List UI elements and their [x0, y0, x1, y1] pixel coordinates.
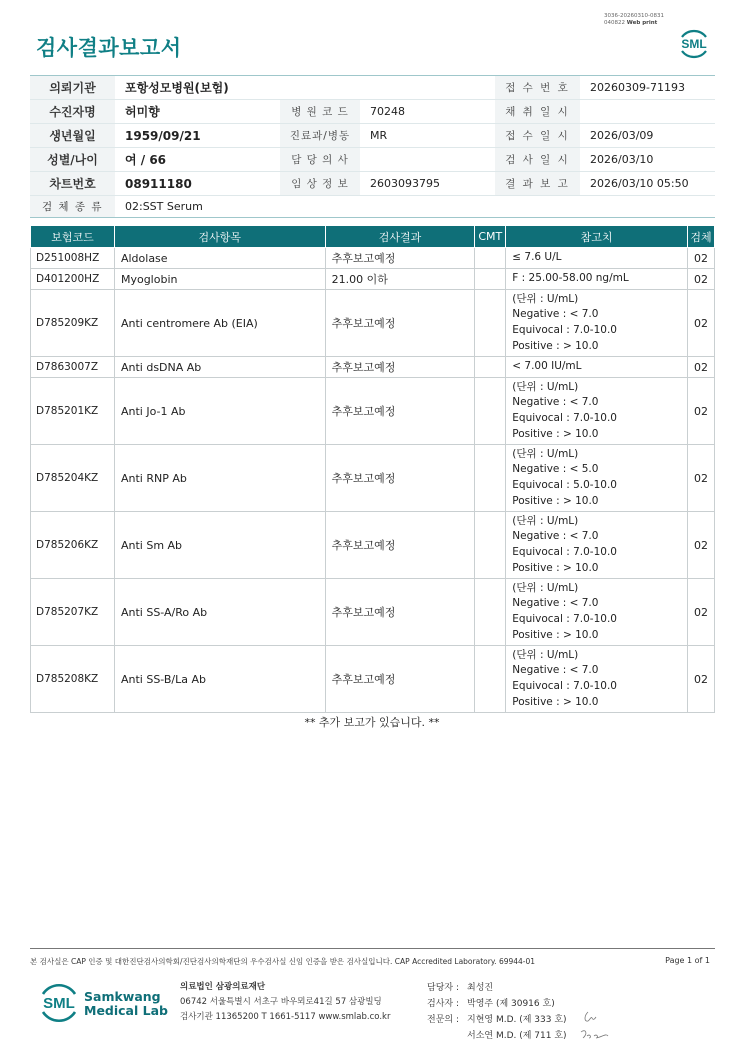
staff-row: 전문의 : 지현영 M.D. (제 333 호) [427, 1015, 567, 1025]
table-row [31, 290, 715, 357]
insurance-code-cell: D785201KZ [31, 378, 115, 445]
test-item-header: 검사항목 [114, 226, 325, 248]
chart-number-label: 차트번호 [30, 172, 115, 196]
test-item-cell: Anti Jo-1 Ab [114, 378, 325, 445]
results-table [30, 225, 715, 713]
patient-info-table [30, 75, 715, 218]
test-item-cell: Anti centromere Ab (EIA) [114, 290, 325, 357]
test-item-cell: Aldolase [114, 248, 325, 269]
reference-line: Positive : > 10.0 [512, 561, 599, 574]
signature-icon [578, 1008, 610, 1044]
reference-line: Negative : < 7.0 [512, 396, 599, 409]
cmt-cell [475, 269, 506, 290]
specimen-cell: 02 [687, 269, 714, 290]
cmt-cell [475, 290, 506, 357]
cmt-cell [475, 445, 506, 512]
cmt-cell [475, 579, 506, 646]
reference-line: Negative : < 5.0 [512, 463, 599, 476]
chart-number-value: 08911180 [115, 172, 280, 196]
receipt-date-value: 2026/03/09 [580, 124, 715, 148]
reference-line: Negative : < 7.0 [512, 597, 599, 610]
reference-range-cell [506, 445, 688, 512]
reference-line: Negative : < 7.0 [512, 308, 599, 321]
result-report-value: 2026/03/10 05:50 [580, 172, 715, 196]
accreditation-note: 본 검사실은 CAP 인증 및 대한진단검사의학회/진단검사의학재단의 우수검사실 신임 인증을 받은 검사실입니다. CAP Accredited Laboratory. 69944-01 [30, 957, 536, 966]
test-result-cell: 추후보고예정 [325, 646, 475, 713]
test-result-header: 검사결과 [325, 226, 475, 248]
patient-name-value: 허미향 [115, 100, 280, 124]
insurance-code-cell: D785206KZ [31, 512, 115, 579]
reference-range-cell [506, 579, 688, 646]
requesting-institution-label: 의뢰기관 [30, 76, 115, 100]
receipt-number-label: 접 수 번 호 [495, 76, 580, 100]
results-header-row [31, 226, 715, 248]
test-result-cell: 추후보고예정 [325, 290, 475, 357]
reference-line: (단위 : U/mL) [512, 447, 579, 460]
foundation-address: 06742 서울특별시 서초구 바우뫼로41길 57 삼광빌딩 [180, 997, 382, 1007]
brand-name: Samkwang Medical Lab [84, 989, 168, 1018]
cmt-header: CMT [475, 226, 506, 248]
table-row [31, 646, 715, 713]
insurance-code-cell: D785207KZ [31, 579, 115, 646]
footer-divider [30, 948, 715, 949]
test-result-cell: 21.00 이하 [325, 269, 475, 290]
info-row [30, 100, 715, 124]
insurance-code-cell: D7863007Z [31, 357, 115, 378]
reference-range-cell [506, 378, 688, 445]
svg-text:SML: SML [43, 995, 75, 1012]
specimen-cell: 02 [687, 248, 714, 269]
reference-line: Equivocal : 7.0-10.0 [512, 680, 617, 692]
insurance-code-cell: D785204KZ [31, 445, 115, 512]
department-label: 진료과/병동 [280, 124, 360, 148]
test-item-cell: Anti RNP Ab [114, 445, 325, 512]
additional-report-notice: ** 추가 보고가 있습니다. ** [304, 716, 440, 729]
cmt-cell [475, 512, 506, 579]
specimen-cell: 02 [687, 579, 714, 646]
reference-line: (단위 : U/mL) [512, 648, 579, 661]
insurance-code-cell: D785209KZ [31, 290, 115, 357]
table-row [31, 579, 715, 646]
reference-line: (단위 : U/mL) [512, 581, 579, 594]
reference-line: Equivocal : 7.0-10.0 [512, 546, 617, 558]
reference-line: Positive : > 10.0 [512, 427, 599, 440]
patient-name-label: 수진자명 [30, 100, 115, 124]
staff-row: 검사자 : 박영주 (제 30916 호) [427, 999, 555, 1009]
reference-line: (단위 : U/mL) [512, 514, 579, 527]
insurance-code-cell: D785208KZ [31, 646, 115, 713]
sml-logo-icon [676, 26, 712, 62]
sex-age-value: 여 / 66 [115, 148, 280, 172]
info-row [30, 196, 715, 218]
receipt-number-value: 20260309-71193 [580, 76, 715, 100]
test-date-label: 검 사 일 시 [495, 148, 580, 172]
info-row [30, 172, 715, 196]
reference-line: Positive : > 10.0 [512, 628, 599, 641]
specimen-cell: 02 [687, 378, 714, 445]
reference-line: (단위 : U/mL) [512, 380, 579, 393]
reference-line: Negative : < 7.0 [512, 530, 599, 543]
test-item-cell: Anti SS-B/La Ab [114, 646, 325, 713]
birth-date-label: 생년월일 [30, 124, 115, 148]
reference-range-cell [506, 269, 688, 290]
sex-age-label: 성별/나이 [30, 148, 115, 172]
collection-date-value [580, 100, 715, 124]
reference-line: (단위 : U/mL) [512, 292, 579, 305]
test-result-cell: 추후보고예정 [325, 512, 475, 579]
reference-line: Equivocal : 5.0-10.0 [512, 479, 617, 491]
department-value: MR [360, 124, 495, 148]
reference-line: Equivocal : 7.0-10.0 [512, 613, 617, 625]
table-row [31, 269, 715, 290]
reference-line: Negative : < 7.0 [512, 664, 599, 677]
specimen-cell: 02 [687, 357, 714, 378]
collection-date-label: 채 취 일 시 [495, 100, 580, 124]
test-item-cell: Myoglobin [114, 269, 325, 290]
table-row [31, 248, 715, 269]
reference-line: ≤ 7.6 U/L [512, 251, 562, 264]
receipt-date-label: 접 수 일 시 [495, 124, 580, 148]
document-id: 3036-20260310-0831 040822 Web print [604, 13, 664, 26]
specimen-cell: 02 [687, 646, 714, 713]
foundation-info [180, 980, 390, 1025]
web-print-label: Web print [626, 20, 658, 26]
physician-label: 담 당 의 사 [280, 148, 360, 172]
test-result-cell: 추후보고예정 [325, 579, 475, 646]
specimen-cell: 02 [687, 445, 714, 512]
result-report-label: 결 과 보 고 [495, 172, 580, 196]
cmt-cell [475, 357, 506, 378]
cmt-cell [475, 248, 506, 269]
svg-text:SML: SML [681, 37, 707, 51]
reference-line: Equivocal : 7.0-10.0 [512, 324, 617, 336]
page-title: 검사결과보고서 [36, 36, 182, 60]
clinical-info-value: 2603093795 [360, 172, 495, 196]
reference-line: Equivocal : 7.0-10.0 [512, 412, 617, 424]
foundation-name: 의료법인 삼광의료재단 [180, 982, 266, 992]
page-number: Page 1 of 1 [665, 956, 710, 965]
insurance-code-cell: D251008HZ [31, 248, 115, 269]
specimen-type-label: 검 체 종 류 [30, 196, 115, 218]
specimen-cell: 02 [687, 512, 714, 579]
requesting-institution-value: 포항성모병원(보험) [115, 76, 495, 100]
physician-value [360, 148, 495, 172]
specimen-header: 검체 [687, 226, 714, 248]
table-row [31, 378, 715, 445]
sml-logo-icon [36, 980, 82, 1026]
reference-range-cell [506, 290, 688, 357]
reference-range-cell [506, 646, 688, 713]
test-item-cell: Anti Sm Ab [114, 512, 325, 579]
foundation-contact: 검사기관 11365200 T 1661-5117 www.smlab.co.kr [180, 1012, 391, 1022]
test-item-cell: Anti SS-A/Ro Ab [114, 579, 325, 646]
reference-line: Positive : > 10.0 [512, 339, 599, 352]
specimen-cell: 02 [687, 290, 714, 357]
specimen-type-value: 02:SST Serum [115, 196, 715, 218]
reference-range-cell [506, 512, 688, 579]
clinical-info-label: 임 상 정 보 [280, 172, 360, 196]
test-result-cell: 추후보고예정 [325, 445, 475, 512]
hospital-code-label: 병 원 코 드 [280, 100, 360, 124]
reference-range-cell [506, 248, 688, 269]
reference-line: < 7.00 IU/mL [512, 360, 582, 373]
cmt-cell [475, 646, 506, 713]
reference-range-header: 참고치 [506, 226, 688, 248]
info-row [30, 148, 715, 172]
reference-line: Positive : > 10.0 [512, 695, 599, 708]
staff-row: 서소연 M.D. (제 711 호) [467, 1031, 567, 1041]
reference-range-cell [506, 357, 688, 378]
cmt-cell [475, 378, 506, 445]
staff-row: 담당자 : 최성진 [427, 983, 494, 993]
test-result-cell: 추후보고예정 [325, 378, 475, 445]
table-row [31, 512, 715, 579]
table-row [31, 357, 715, 378]
test-result-cell: 추후보고예정 [325, 357, 475, 378]
info-row [30, 76, 715, 100]
hospital-code-value: 70248 [360, 100, 495, 124]
insurance-code-cell: D401200HZ [31, 269, 115, 290]
insurance-code-header: 보험코드 [31, 226, 115, 248]
test-item-cell: Anti dsDNA Ab [114, 357, 325, 378]
reference-line: Positive : > 10.0 [512, 494, 599, 507]
staff-list [427, 980, 567, 1044]
reference-line: F : 25.00-58.00 ng/mL [512, 272, 629, 285]
test-result-cell: 추후보고예정 [325, 248, 475, 269]
info-row [30, 124, 715, 148]
birth-date-value: 1959/09/21 [115, 124, 280, 148]
table-row [31, 445, 715, 512]
test-date-value: 2026/03/10 [580, 148, 715, 172]
